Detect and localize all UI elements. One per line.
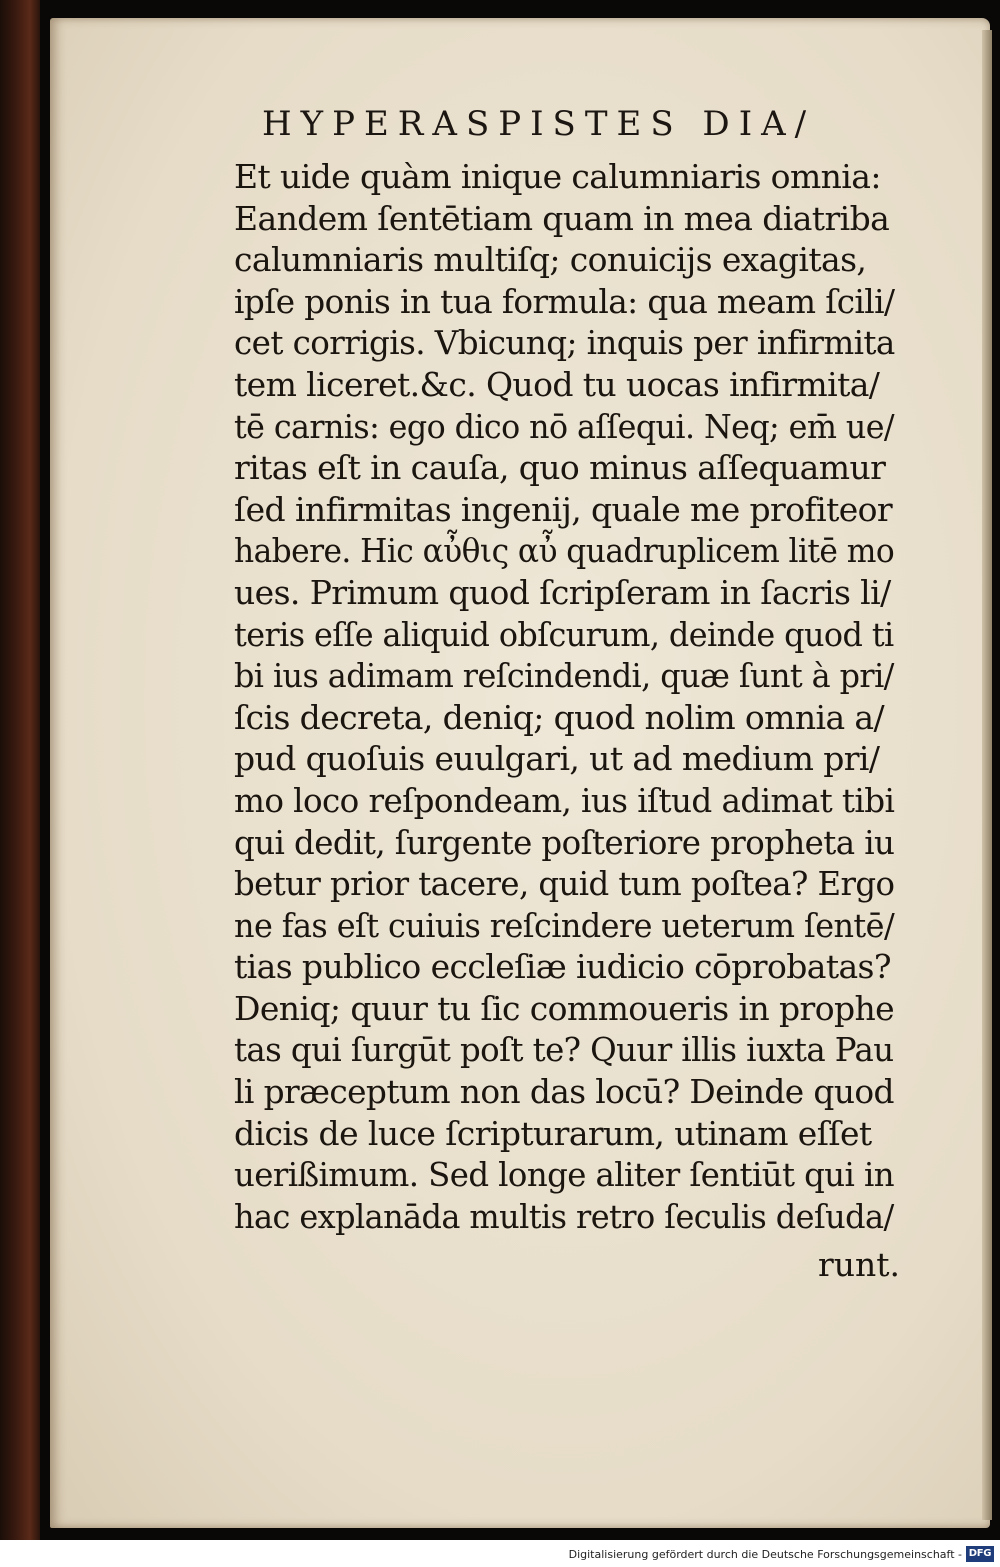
text-line: teris eſſe aliquid obſcurum, deinde quod ti bbox=[234, 614, 894, 654]
running-head: HYPERASPISTES DIA/ bbox=[262, 104, 816, 144]
text-line: uerißimum. Sed longe aliter ſentiūt qui in bbox=[234, 1155, 894, 1195]
text-line: qui dedit, ſurgente poſteriore propheta iu bbox=[234, 822, 895, 862]
catchword: runt. bbox=[817, 1245, 900, 1284]
text-line: cet corrigis. Vbicunq; inquis per infirmita bbox=[234, 323, 895, 363]
text-line: hac explanāda multis retro ſeculis deſuda/ bbox=[234, 1196, 894, 1236]
text-line: tas qui ſurgūt poſt te? Quur illis iuxta Pau bbox=[234, 1030, 894, 1070]
body-text bbox=[234, 156, 894, 1237]
book-cover-edge bbox=[0, 0, 40, 1540]
text-line: ipſe ponis in tua formula: qua meam ſcili/ bbox=[234, 281, 895, 321]
text-line: tē carnis: ego dico nō aſſequi. Neq; em̄ ue/ bbox=[234, 406, 895, 446]
text-line: ne fas eſt cuiuis reſcindere ueterum ſentē/ bbox=[234, 905, 895, 945]
text-line: Et uide quàm inique calumniaris omnia: bbox=[234, 157, 881, 196]
funding-credit: Digitalisierung gefördert durch die Deutsche Forschungsgemeinschaft - bbox=[568, 1548, 962, 1561]
text-line: mo loco reſpondeam, ius iſtud adimat tibi bbox=[234, 780, 895, 820]
text-line: betur prior tacere, quid tum poſtea? Ergo bbox=[234, 864, 895, 904]
text-line: ſed infirmitas ingenij, quale me profiteor bbox=[234, 489, 893, 529]
text-line: tias publico eccleſiæ iudicio cōprobatas? bbox=[234, 947, 891, 987]
text-line: tem liceret.&c. Quod tu uocas infirmita/ bbox=[234, 364, 880, 404]
text-line: Eandem ſentētiam quam in mea diatriba bbox=[234, 198, 890, 238]
text-line: ritas eſt in cauſa, quo minus aſſequamur bbox=[234, 448, 886, 488]
text-line: ues. Primum quod ſcripſeram in ſacris li/ bbox=[234, 572, 891, 612]
text-line: Deniq; quur tu ſic commoueris in prophe bbox=[234, 988, 895, 1028]
text-line: dicis de luce ſcripturarum, utinam eſſet bbox=[234, 1113, 872, 1153]
page-fore-edge bbox=[982, 30, 992, 1520]
dfg-logo: DFG bbox=[966, 1546, 994, 1562]
text-line: bi ius adimam reſcindendi, quæ ſunt à pri/ bbox=[234, 656, 894, 696]
text-line: li præceptum non das locū? Deinde quod bbox=[234, 1072, 894, 1112]
text-line: calumniaris multiſq; conuicijs exagitas, bbox=[234, 240, 867, 280]
text-line: pud quoſuis euulgari, ut ad medium pri/ bbox=[234, 739, 880, 779]
text-line: habere. Hic αὖθις αὖ quadruplicem litē mo bbox=[234, 531, 895, 571]
text-line: ſcis decreta, deniq; quod nolim omnia a/ bbox=[234, 697, 885, 737]
